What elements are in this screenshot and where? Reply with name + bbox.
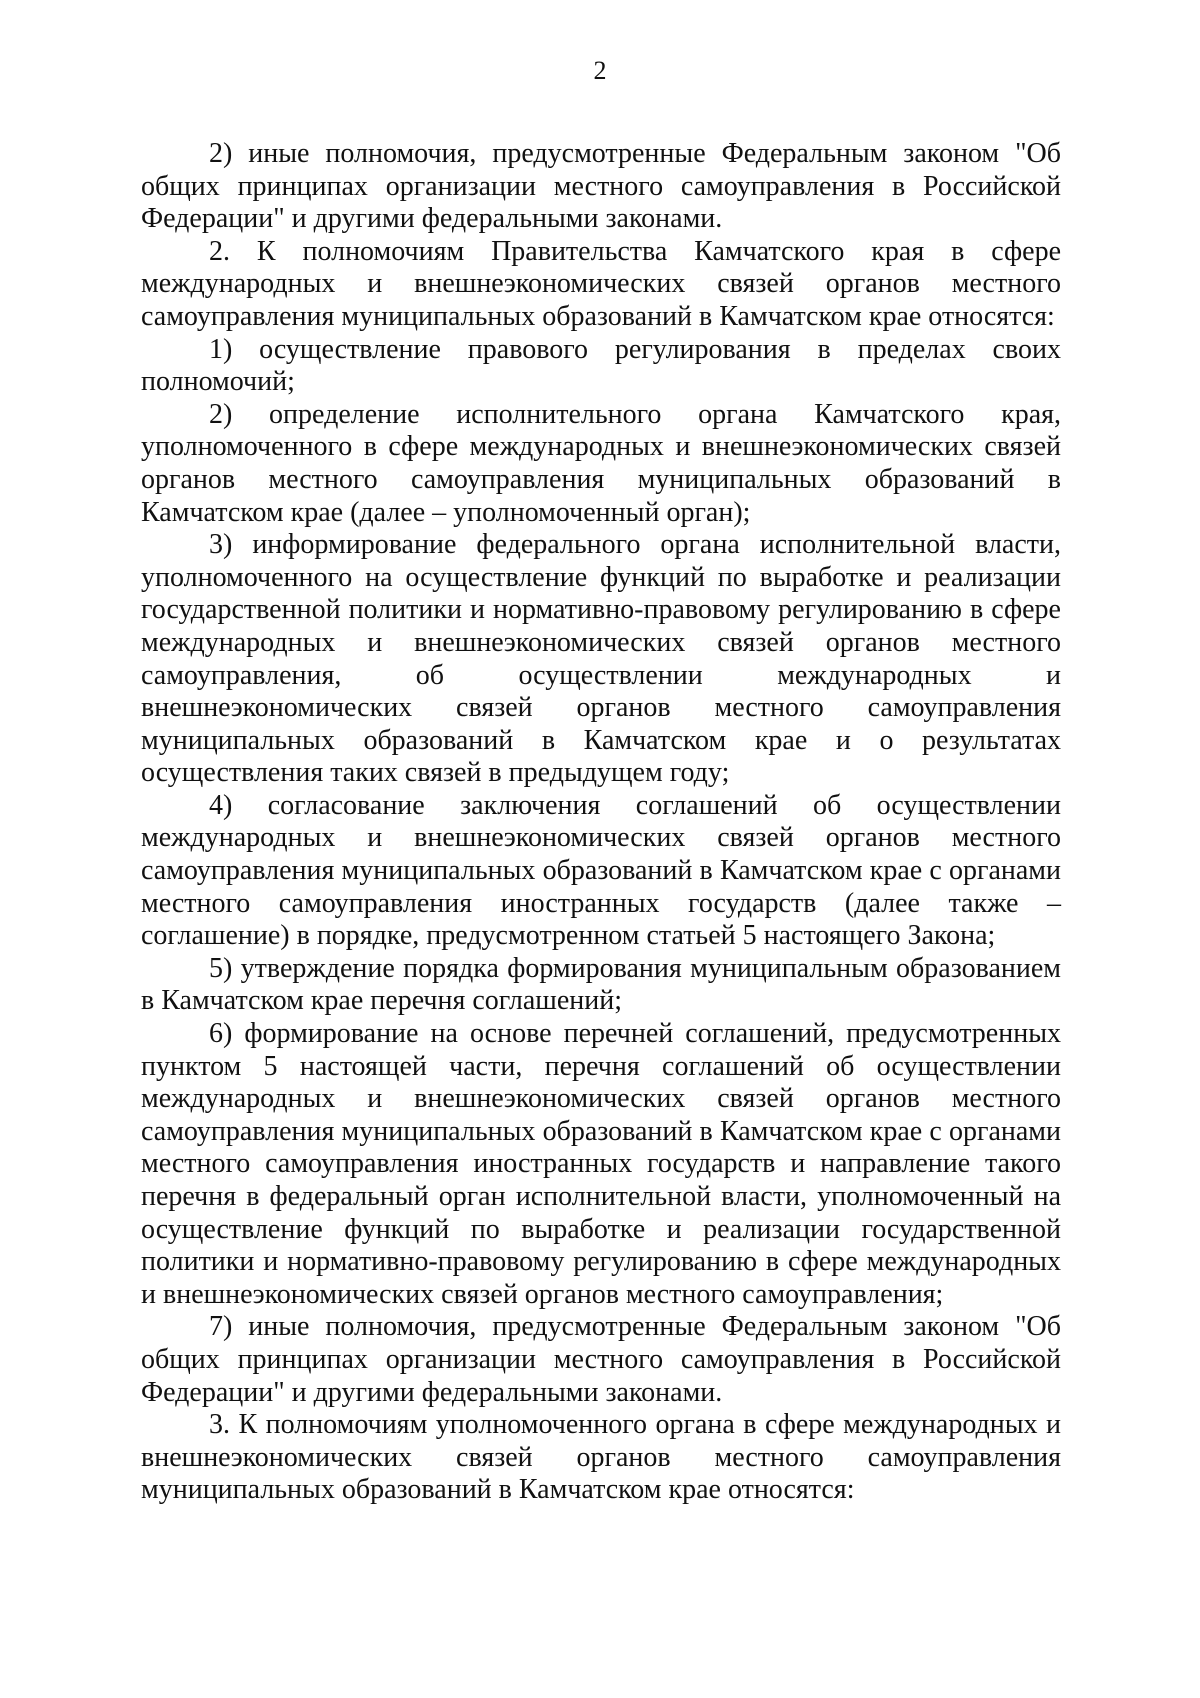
paragraph-part-3-authorized-body-powers: 3. К полномочиям уполномоченного органа в сфере международных и внешнеэкономических связей органов местного самоуправления муниципальных образований в Камчатском крае относятся:	[141, 1409, 1061, 1506]
page-number: 2	[593, 56, 607, 85]
paragraph-item-2-other-powers: 2) иные полномочия, предусмотренные Федеральным законом "Об общих принципах организации местного самоуправления в Российской Федерации" и другими федеральными законами.	[141, 138, 1061, 235]
paragraph-item-1-legal-regulation: 1) осуществление правового регулирования в пределах своих полномочий;	[141, 333, 1061, 398]
paragraph-item-6-list-formation: 6) формирование на основе перечней соглашений, предусмотренных пунктом 5 настоящей части, перечня соглашений об осуществлении международных и внешнеэкономических связей органов местного самоуправления муниципальных образований в Камчатском крае с органами местного самоуправления иностранных государств и направление такого перечня в федеральный орган исполнительной власти, уполномоченный на осуществление функций по выработке и реализации государственной политики и нормативно-правовому регулированию в сфере международных и внешнеэкономических связей органов местного самоуправления;	[141, 1018, 1061, 1310]
paragraph-part-2-government-powers: 2. К полномочиям Правительства Камчатского края в сфере международных и внешнеэкономических связей органов местного самоуправления муниципальных образований в Камчатском крае относятся:	[141, 235, 1061, 332]
paragraph-item-2-authorized-body: 2) определение исполнительного органа Камчатского края, уполномоченного в сфере международных и внешнеэкономических связей органов местного самоуправления муниципальных образований в Камчатском крае (далее – уполномоченный орган);	[141, 398, 1061, 528]
paragraph-item-3-informing: 3) информирование федерального органа исполнительной власти, уполномоченного на осуществление функций по выработке и реализации государственной политики и нормативно-правовому регулированию в сфере международных и внешнеэкономических связей органов местного самоуправления, об осуществлении международных и внешнеэкономических связей органов местного самоуправления муниципальных образований в Камчатском крае и о результатах осуществления таких связей в предыдущем году;	[141, 529, 1061, 789]
paragraph-item-4-approval: 4) согласование заключения соглашений об осуществлении международных и внешнеэкономических связей органов местного самоуправления муниципальных образований в Камчатском крае с органами местного самоуправления иностранных государств (далее также – соглашение) в порядке, предусмотренном статьей 5 настоящего Закона;	[141, 789, 1061, 952]
paragraph-item-7-other-powers: 7) иные полномочия, предусмотренные Федеральным законом "Об общих принципах организации местного самоуправления в Российской Федерации" и другими федеральными законами.	[141, 1311, 1061, 1408]
document-body	[141, 138, 1061, 1507]
paragraph-item-5-procedure: 5) утверждение порядка формирования муниципальным образованием в Камчатском крае перечня соглашений;	[141, 952, 1061, 1017]
